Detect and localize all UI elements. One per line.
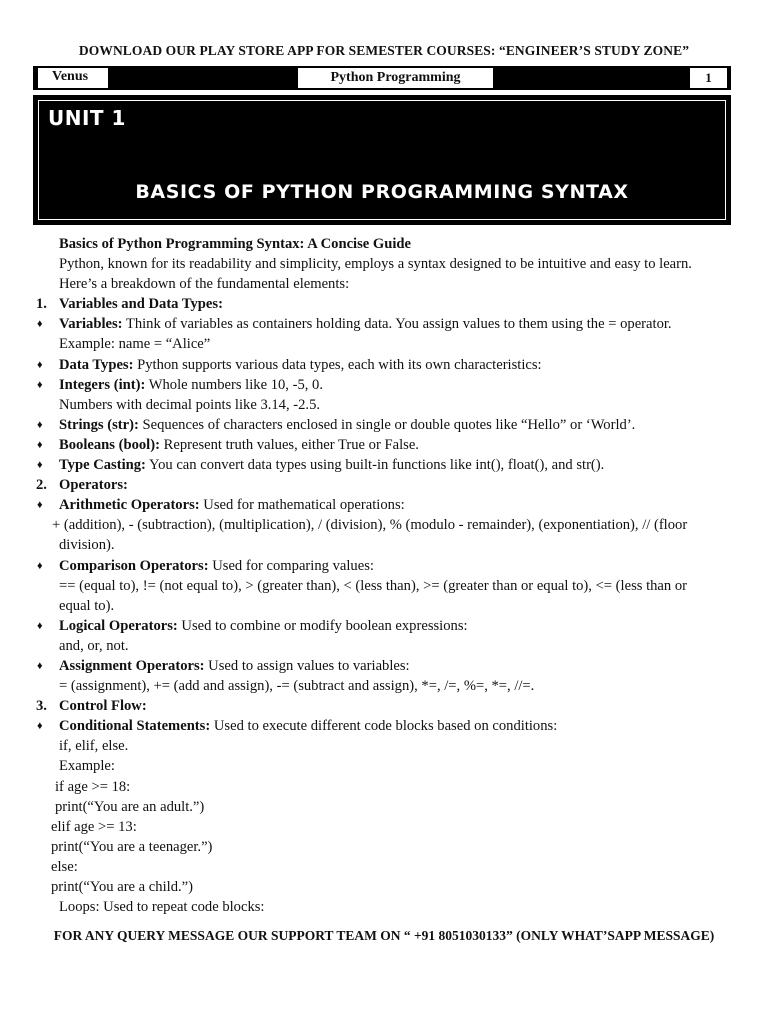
list-text: Example:: [59, 758, 115, 775]
unit-banner: [33, 95, 731, 225]
code-line: else:: [51, 858, 78, 875]
term: Strings (str):: [59, 416, 139, 433]
intro-line: Here’s a breakdown of the fundamental elements:: [59, 276, 350, 293]
section-number: 1.: [36, 296, 47, 313]
term: Booleans (bool):: [59, 436, 160, 453]
code-line: if age >= 18:: [55, 778, 131, 795]
list-item: [0, 314, 768, 334]
numbered-section: [0, 294, 768, 314]
diamond-bullet-icon: ♦: [37, 499, 43, 512]
diamond-bullet-icon: ♦: [37, 418, 43, 431]
diamond-bullet-icon: ♦: [37, 459, 43, 472]
numbered-section: [0, 475, 768, 495]
header-bar: [33, 66, 731, 90]
section-number: 3.: [36, 698, 47, 715]
list-item: [0, 656, 768, 676]
code-line: elif age >= 13:: [51, 818, 137, 835]
section-title: Variables and Data Types:: [59, 296, 223, 313]
unit-title: BASICS OF PYTHON PROGRAMMING SYNTAX: [135, 181, 629, 203]
term-text: Represent truth values, either True or False.: [159, 436, 419, 453]
term-text: You can convert data types using built-in functions like int(), float(), and str().: [145, 457, 605, 474]
list-text: division).: [59, 537, 115, 554]
list-item: [0, 415, 768, 435]
document-body: [0, 234, 768, 917]
list-text: + (addition), - (subtraction), (multiplication), / (division), % (modulo - remainder), (exponentiation), // (floor: [52, 517, 688, 534]
term-text: Used to assign values to variables:: [204, 657, 410, 674]
term-text: Used to execute different code blocks based on conditions:: [210, 718, 558, 735]
list-text: Numbers with decimal points like 3.14, -2.5.: [59, 396, 321, 413]
term: Variables:: [59, 316, 123, 333]
top-banner: DOWNLOAD OUR PLAY STORE APP FOR SEMESTER COURSES: “ENGINEER’S STUDY ZONE”: [78, 43, 690, 58]
diamond-bullet-icon: ♦: [37, 318, 43, 331]
term-text: Used for mathematical operations:: [199, 497, 405, 514]
code-line: print(“You are an adult.”): [55, 798, 205, 815]
section-title: Control Flow:: [59, 698, 147, 715]
list-text: = (assignment), += (add and assign), -= (subtract and assign), *=, /=, %=, *=, //=.: [59, 678, 535, 695]
list-text: and, or, not.: [59, 637, 129, 654]
section-title: Operators:: [59, 477, 128, 494]
diamond-bullet-icon: ♦: [37, 559, 43, 572]
list-text: Loops: Used to repeat code blocks:: [59, 899, 265, 916]
term-text: Think of variables as containers holding data. You assign values to them using the = operator.: [122, 316, 672, 333]
unit-label: UNIT 1: [48, 106, 126, 130]
term: Arithmetic Operators:: [59, 497, 200, 514]
term-text: Whole numbers like 10, -5, 0.: [145, 376, 323, 393]
list-item: [0, 556, 768, 576]
term: Conditional Statements:: [59, 718, 211, 735]
list-text: if, elif, else.: [59, 738, 129, 755]
list-text: == (equal to), != (not equal to), > (greater than), < (less than), >= (greater than or equal to), <= (less than or: [59, 577, 688, 594]
term: Data Types:: [59, 356, 134, 373]
term: Comparison Operators:: [59, 557, 209, 574]
term: Integers (int):: [59, 376, 146, 393]
section-heading: Basics of Python Programming Syntax: A Concise Guide: [59, 236, 412, 252]
term-text: Sequences of characters enclosed in single or double quotes like “Hello” or ‘World’.: [138, 416, 636, 433]
header-author: Venus: [38, 68, 108, 88]
diamond-bullet-icon: ♦: [37, 358, 43, 371]
list-item: [0, 495, 768, 515]
footer-contact: FOR ANY QUERY MESSAGE OUR SUPPORT TEAM ON “ +91 8051030133” (ONLY WHAT’SAPP MESSAGE): [53, 928, 715, 943]
header-subject: Python Programming: [298, 68, 493, 88]
term: Assignment Operators:: [59, 657, 205, 674]
list-item: [0, 616, 768, 636]
list-text: equal to).: [59, 597, 115, 614]
numbered-section: [0, 696, 768, 716]
diamond-bullet-icon: ♦: [37, 438, 43, 451]
list-item: [0, 455, 768, 475]
intro-line: Python, known for its readability and simplicity, employs a syntax designed to be intuitive and easy to learn.: [59, 256, 692, 273]
list-item: [0, 355, 768, 375]
code-line: print(“You are a child.”): [51, 879, 193, 895]
term: Type Casting:: [59, 457, 146, 474]
code-line: print(“You are a teenager.”): [51, 838, 213, 855]
diamond-bullet-icon: ♦: [37, 378, 43, 391]
term-text: Used to combine or modify boolean expressions:: [177, 617, 468, 634]
list-text: Example: name = “Alice”: [59, 336, 211, 353]
diamond-bullet-icon: ♦: [37, 659, 43, 672]
list-item: [0, 716, 768, 736]
term-text: Python supports various data types, each with its own characteristics:: [133, 356, 542, 373]
list-item: [0, 435, 768, 455]
diamond-bullet-icon: ♦: [37, 720, 43, 733]
term: Logical Operators:: [59, 617, 178, 634]
list-item: [0, 375, 768, 395]
page-number: 1: [690, 68, 727, 88]
section-number: 2.: [36, 477, 47, 494]
term-text: Used for comparing values:: [208, 557, 374, 574]
diamond-bullet-icon: ♦: [37, 619, 43, 632]
